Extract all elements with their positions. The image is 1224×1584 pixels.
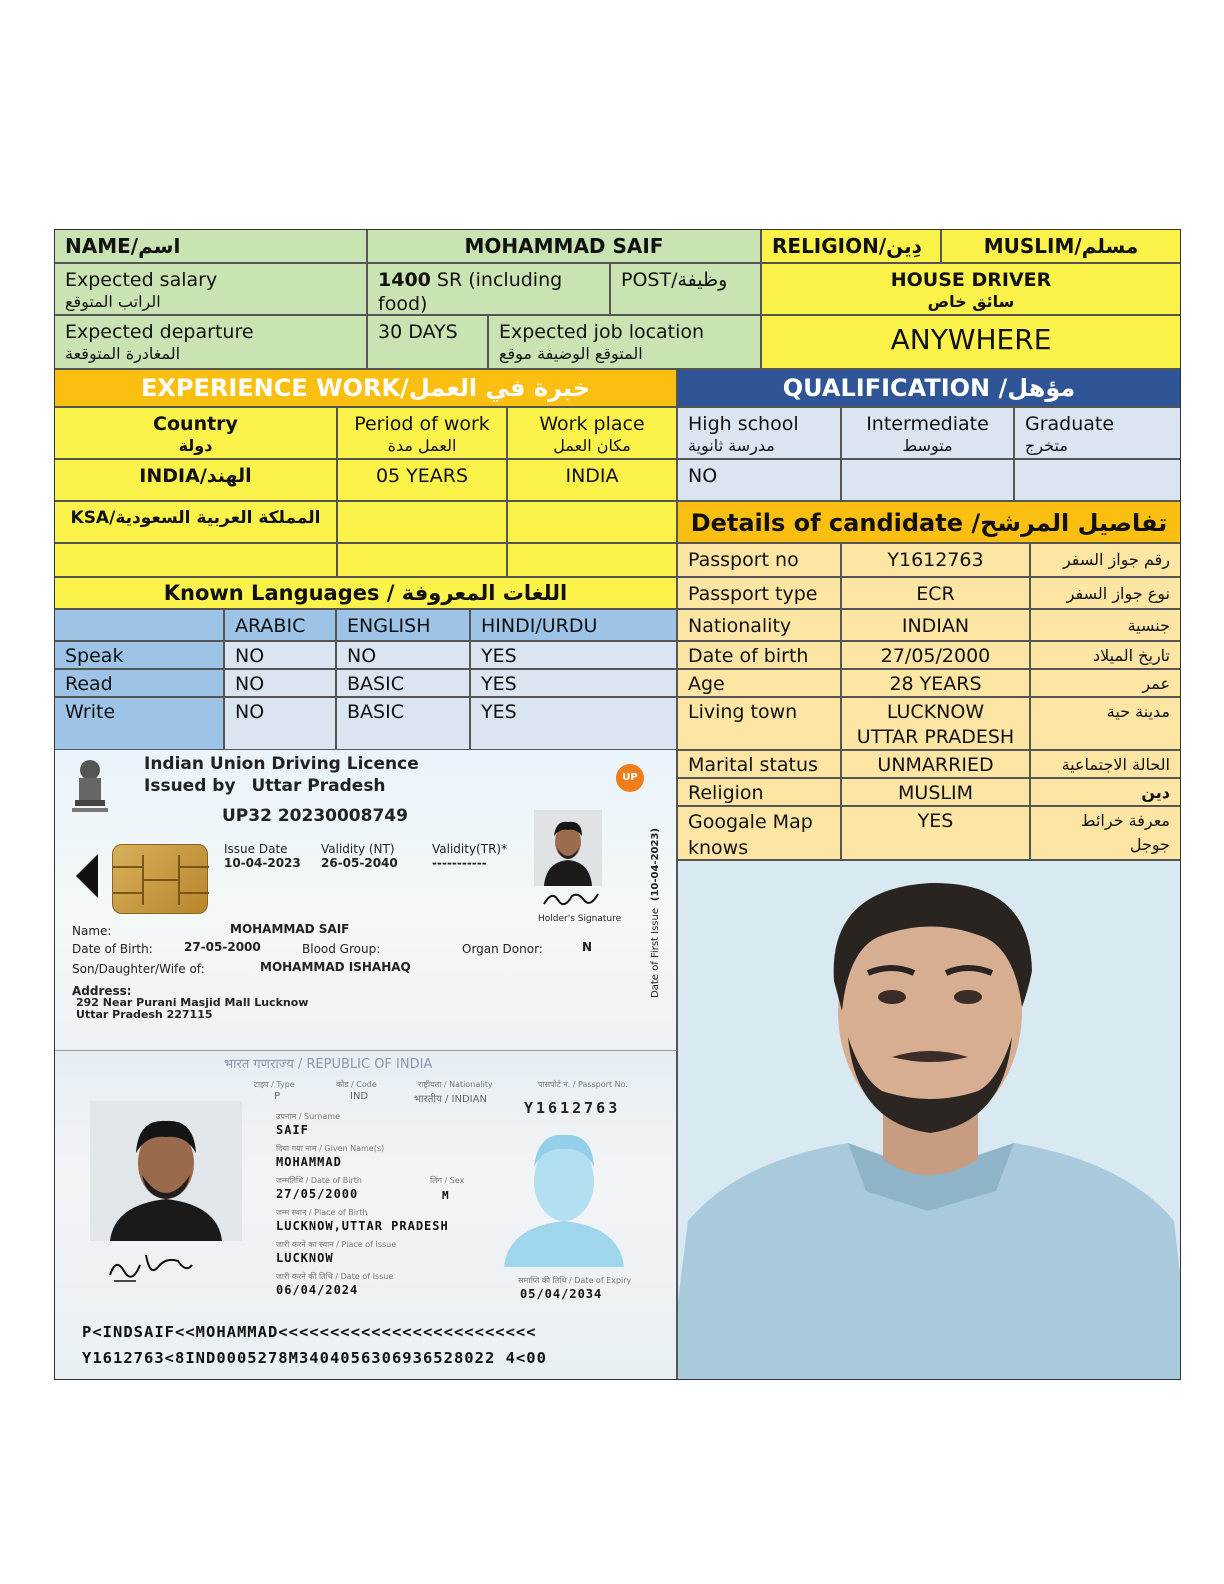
exp-col-country-ar: دولة (178, 436, 213, 455)
languages-title: Known Languages / اللغات المعروفة (54, 577, 677, 609)
lang-col-english: ENGLISH (336, 609, 470, 641)
passport-ghost-photo (494, 1117, 634, 1267)
passport-nationality-label: राष्ट्रीयता / Nationality (418, 1080, 493, 1089)
passport-nationality: भारतीय / INDIAN (414, 1094, 487, 1105)
licence-issued-by (144, 776, 386, 796)
passport-doi-label: जारी करने की तिथि / Date of Issue (276, 1272, 394, 1281)
validity-tr-value: ----------- (432, 856, 487, 870)
details-title: Details of candidate /تفاصيل المرشح (677, 501, 1181, 543)
passport-poi-label: जारी करने का स्थान / Place of Issue (276, 1240, 397, 1249)
qual-grad-value (1014, 459, 1181, 501)
detail-label-dob: Date of birth (677, 641, 841, 669)
detail-value-nationality: INDIAN (841, 609, 1030, 641)
exp-col-place-en: Work place (539, 413, 645, 435)
lang-read-english: BASIC (336, 669, 470, 697)
detail-ar-maps: معرفة خرائط جوجل (1030, 806, 1181, 860)
organ-donor-value: N (582, 940, 593, 954)
licence-name-label: Name: (72, 924, 112, 938)
chip-icon (112, 844, 208, 914)
qual-high-value: NO (677, 459, 841, 501)
exp-row2-place (507, 501, 677, 543)
detail-ar-living-town: مدينة حية (1030, 697, 1181, 750)
maps-label-line2: knows (688, 837, 749, 859)
validity-tr-label: Validity(TR)* (432, 842, 508, 856)
exp-col-period (337, 407, 507, 459)
licence-title: Indian Union Driving Licence (144, 754, 419, 774)
departure-label-cell (54, 315, 367, 369)
exp-row3-place (507, 543, 677, 577)
lang-speak-arabic: NO (224, 641, 336, 669)
given-name-label: दिया गया नाम / Given Name(s) (276, 1144, 385, 1153)
exp-row1-place: INDIA (507, 459, 677, 501)
name-label: NAME/اسم (54, 229, 367, 263)
passport-type: P (274, 1091, 281, 1102)
qual-col-inter (841, 407, 1014, 459)
passport-code-label: कोड / Code (336, 1080, 377, 1089)
location-label-ar: المتوقع الوضيفة موقع (499, 344, 643, 363)
location-label-cell (488, 315, 761, 369)
living-town-state: UTTAR PRADESH (856, 726, 1015, 748)
detail-value-maps: YES (841, 806, 1030, 860)
exp-row3-period (337, 543, 507, 577)
exp-col-country-en: Country (153, 413, 238, 435)
first-issue-label: Date of First Issue (650, 908, 661, 998)
candidate-photo (677, 860, 1181, 1380)
lang-row-speak: Speak (54, 641, 224, 669)
mrz-line2: Y1612763<8IND0005278M3404056306936528022 4<00 (82, 1349, 547, 1367)
detail-label-religion: Religion (677, 778, 841, 806)
relation-label: Son/Daughter/Wife of: (72, 962, 205, 976)
passport-dob: 27/05/2000 (276, 1187, 359, 1201)
lang-read-hindi: YES (470, 669, 677, 697)
detail-value-passport-type: ECR (841, 577, 1030, 609)
holder-signature-label: Holder's Signature (538, 914, 622, 924)
qualification-title: QUALIFICATION /مؤهل (677, 369, 1181, 407)
detail-ar-dob: تاريخ الميلاد (1030, 641, 1181, 669)
lang-write-arabic: NO (224, 697, 336, 750)
detail-label-age: Age (677, 669, 841, 697)
experience-title: EXPERIENCE WORK/خبرة في العمل (54, 369, 677, 407)
passport-photo (90, 1101, 242, 1241)
passport-code: IND (350, 1091, 369, 1102)
qual-inter-value (841, 459, 1014, 501)
lang-col-hindi: HINDI/URDU (470, 609, 677, 641)
qual-col-high-en: High school (688, 413, 799, 435)
exp-row3-country (54, 543, 337, 577)
mrz-line1: P<INDSAIF<<MOHAMMAD<<<<<<<<<<<<<<<<<<<<<<<<< (82, 1323, 537, 1341)
issue-date-label: Issue Date (224, 842, 288, 856)
location-value: ANYWHERE (761, 315, 1181, 369)
post-value: HOUSE DRIVER (890, 269, 1052, 291)
detail-value-living-town (841, 697, 1030, 750)
qual-col-inter-ar: متوسط (902, 436, 953, 455)
name-value: MOHAMMAD SAIF (367, 229, 761, 263)
qual-col-grad-en: Graduate (1025, 413, 1115, 435)
departure-label: Expected departure (65, 321, 254, 343)
detail-label-nationality: Nationality (677, 609, 841, 641)
blood-group-label: Blood Group: (302, 942, 381, 956)
salary-label-cell (54, 263, 367, 315)
maps-label-line1: Googale Map (688, 811, 813, 833)
detail-ar-nationality: جنسية (1030, 609, 1181, 641)
detail-value-dob: 27/05/2000 (841, 641, 1030, 669)
passport-doe: 05/04/2034 (520, 1287, 603, 1301)
exp-row2-country: KSA/المملكة العربية السعودية (54, 501, 337, 543)
emblem-icon (66, 756, 114, 818)
lang-speak-hindi: YES (470, 641, 677, 669)
departure-label-ar: المغادرة المتوقعة (65, 344, 181, 363)
salary-value (367, 263, 610, 315)
exp-row1-country: INDIA/الهند (54, 459, 337, 501)
licence-state: Uttar Pradesh (251, 776, 386, 796)
passport-type-label: टाइप / Type (254, 1080, 295, 1089)
religion-label: RELIGION/دِين (761, 229, 941, 263)
post-value-cell (761, 263, 1181, 315)
surname-label: उपनाम / Surname (276, 1112, 340, 1121)
licence-dob-label: Date of Birth: (72, 942, 153, 956)
passport-sex-label: लिंग / Sex (430, 1176, 465, 1185)
passport-given-name: MOHAMMAD (276, 1155, 342, 1169)
passport-number-label: पासपोर्ट नं. / Passport No. (538, 1080, 628, 1089)
licence-number: UP32 20230008749 (222, 806, 408, 826)
holder-signature (540, 886, 600, 910)
post-value-ar: سائق خاص (927, 292, 1015, 311)
passport-number: Y1612763 (524, 1099, 621, 1117)
exp-col-place-ar: مكان العمل (553, 436, 631, 455)
detail-ar-passport-type: نوع جواز السفر (1030, 577, 1181, 609)
passport-doi: 06/04/2024 (276, 1283, 359, 1297)
exp-col-country (54, 407, 337, 459)
qual-col-grad-ar: متخرج (1025, 436, 1068, 455)
salary-label-ar: الراتب المتوقع (65, 292, 161, 311)
lang-speak-english: NO (336, 641, 470, 669)
detail-ar-age: عمر (1030, 669, 1181, 697)
lang-row-read: Read (54, 669, 224, 697)
passport-dob-label: जन्मतिथि / Date of Birth (276, 1176, 362, 1185)
lang-row-write: Write (54, 697, 224, 750)
qual-col-inter-en: Intermediate (866, 413, 989, 435)
salary-amount: 1400 (378, 269, 431, 291)
passport-surname: SAIF (276, 1123, 309, 1137)
post-label: POST/وظيفة (610, 263, 761, 315)
detail-label-passport-type: Passport type (677, 577, 841, 609)
lang-col-arabic: ARABIC (224, 609, 336, 641)
passport-page (54, 1050, 677, 1380)
detail-value-marital: UNMARRIED (841, 750, 1030, 778)
qual-col-high (677, 407, 841, 459)
salary-note: SR (including food) (378, 269, 563, 315)
location-label: Expected job location (499, 321, 705, 343)
licence-name-value: MOHAMMAD SAIF (230, 922, 350, 936)
detail-label-maps (677, 806, 841, 860)
address-line1: 292 Near Purani Masjid Mall Lucknow (76, 996, 309, 1009)
departure-value: 30 DAYS (367, 315, 488, 369)
qual-col-grad (1014, 407, 1181, 459)
passport-poi: LUCKNOW (276, 1251, 334, 1265)
detail-value-age: 28 YEARS (841, 669, 1030, 697)
passport-sex: M (442, 1189, 450, 1202)
validity-nt-label: Validity (NT) (321, 842, 395, 856)
exp-col-period-ar: العمل مدة (387, 436, 457, 455)
detail-value-religion: MUSLIM (841, 778, 1030, 806)
organ-donor-label: Organ Donor: (462, 942, 543, 956)
passport-pob-label: जन्म स्थान / Place of Birth (276, 1208, 368, 1217)
lang-write-hindi: YES (470, 697, 677, 750)
lang-read-arabic: NO (224, 669, 336, 697)
detail-ar-religion: دين (1030, 778, 1181, 806)
up-badge: UP (616, 764, 644, 792)
issue-date-value: 10-04-2023 (224, 856, 301, 870)
salary-label: Expected salary (65, 269, 218, 291)
detail-value-passport-no: Y1612763 (841, 543, 1030, 577)
detail-ar-passport-no: رقم جواز السفر (1030, 543, 1181, 577)
driving-licence-card (54, 750, 677, 1050)
detail-label-marital: Marital status (677, 750, 841, 778)
relation-value: MOHAMMAD ISHAHAQ (260, 960, 411, 974)
exp-row2-period (337, 501, 507, 543)
licence-issued-by-label: Issued by (144, 776, 236, 796)
detail-ar-marital: الحالة الاجتماعية (1030, 750, 1181, 778)
arrow-left-icon (76, 854, 98, 898)
licence-dob-value: 27-05-2000 (184, 940, 261, 954)
licence-photo (534, 810, 602, 886)
lang-write-english: BASIC (336, 697, 470, 750)
validity-nt-value: 26-05-2040 (321, 856, 398, 870)
qual-col-high-ar: مدرسة ثانوية (688, 436, 775, 455)
lang-corner (54, 609, 224, 641)
passport-doe-label: समाप्ति की तिथि / Date of Expiry (518, 1276, 632, 1285)
detail-label-living-town: Living town (677, 697, 841, 750)
detail-label-passport-no: Passport no (677, 543, 841, 577)
passport-header: भारत गणराज्य / REPUBLIC OF INDIA (224, 1057, 433, 1072)
address-line2: Uttar Pradesh 227115 (76, 1008, 213, 1021)
exp-col-place (507, 407, 677, 459)
religion-value: MUSLIM/مسلم (941, 229, 1181, 263)
exp-col-period-en: Period of work (354, 413, 490, 435)
exp-row1-period: 05 YEARS (337, 459, 507, 501)
living-town-city: LUCKNOW (886, 701, 985, 723)
passport-pob: LUCKNOW,UTTAR PRADESH (276, 1219, 449, 1233)
first-issue-date: (10-04-2023) (650, 828, 661, 902)
address-label: Address: (72, 984, 132, 998)
